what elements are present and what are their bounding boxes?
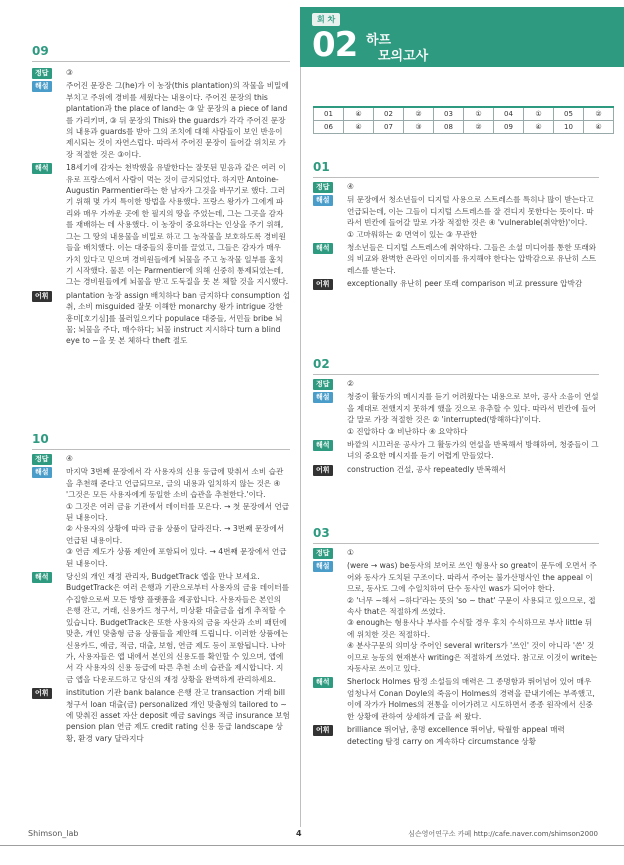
banner-title-1: 하프 xyxy=(366,33,392,48)
answer-label: 정답 xyxy=(32,454,52,465)
answer-cell: ④ xyxy=(344,107,374,120)
answer-value: ④ xyxy=(66,454,73,463)
translate-label: 해석 xyxy=(32,572,52,583)
explain-option-4: ④ 분사구문의 의미상 주어인 several writers가 '쓰인' 것이 아니라 '쓴' 것이므로 능동의 현재분사 writing은 적절하게 쓰였다. 참고로 이것이 write는 자동사로 쓰이고 있다. xyxy=(347,641,598,674)
answer-cell: 07 xyxy=(374,120,404,133)
vocab-row xyxy=(32,687,290,744)
answer-label: 정답 xyxy=(313,379,333,390)
translate-title: 당신의 개인 재정 관리자, BudgetTrack 앱을 만나 보세요. xyxy=(66,572,260,582)
vocab-text: construction 건설, 공사 repeatedly 반복해서 xyxy=(347,464,506,474)
answer-cell: ④ xyxy=(344,120,374,133)
question-rule xyxy=(32,61,290,62)
explain-text: 뒤 문장에서 청소년들이 디지털 사용으로 스트레스를 특히나 많이 받는다고 언급되는데, 이는 그들이 디지털 스트레스를 잘 견디지 못한다는 뜻이다. 따라서 빈칸에 들어갈 말로 가장 적절한 것은 ④ 'vulnerable(취약한)'이다. xyxy=(347,195,594,228)
explain-text: 마지막 3번째 문장에서 각 사용자의 신용 등급에 맞춰서 소비 습관을 추천해 준다고 언급되므로, 글의 내용과 일치하지 않는 것은 ④ '그것은 모든 사용자에게 동일한 소비 습관을 추천한다.'이다. xyxy=(66,467,284,500)
answer-cell: ② xyxy=(584,107,614,120)
translate-label: 해석 xyxy=(313,440,333,451)
question-number: 10 xyxy=(32,432,49,446)
answer-cell: 04 xyxy=(494,107,524,120)
question-number: 01 xyxy=(313,160,330,174)
explain-label: 해설 xyxy=(313,561,333,572)
answer-cell: 09 xyxy=(494,120,524,133)
explain-row xyxy=(313,194,599,240)
explain-label: 해설 xyxy=(313,392,333,403)
answer-row xyxy=(32,67,290,78)
answer-cell: ② xyxy=(404,107,434,120)
answer-cell: ③ xyxy=(404,120,434,133)
question-rule xyxy=(313,374,599,375)
explain-option-1: ① 그것은 여러 금융 기관에서 데이터를 모은다. → 첫 문장에서 언급된 내용이다. xyxy=(66,501,290,523)
answer-cell: 03 xyxy=(434,107,464,120)
answer-cell: 02 xyxy=(374,107,404,120)
answer-cell: ① xyxy=(464,107,494,120)
answer-table xyxy=(313,106,614,134)
explain-row xyxy=(32,466,290,569)
answer-value: ① xyxy=(347,548,354,557)
answer-value: ③ xyxy=(66,68,73,77)
answer-row-1 xyxy=(314,107,614,120)
answer-cell: ④ xyxy=(584,120,614,133)
question-rule xyxy=(32,449,290,450)
question-03 xyxy=(313,526,599,747)
explain-row xyxy=(313,391,599,437)
question-rule xyxy=(313,543,599,544)
vocab-row xyxy=(32,290,290,347)
footer-rule xyxy=(0,845,624,846)
answer-cell: 10 xyxy=(554,120,584,133)
explain-label: 해설 xyxy=(32,467,52,478)
answer-label: 정답 xyxy=(32,68,52,79)
answer-cell: 01 xyxy=(314,107,344,120)
answer-cell: 06 xyxy=(314,120,344,133)
answer-cell: ② xyxy=(464,120,494,133)
translate-row xyxy=(32,571,290,685)
translate-text: BudgetTrack은 여러 은행과 기관으로부터 사용자의 금융 데이터를 수집함으로써 모든 방향 플랫폼을 제공합니다. 사용자들은 본인의 은행 잔고, 거래, 신용카드 청구서, 미상환 대출금을 쉽게 추적할 수 있습니다. BudgetTrack은 또한 사용자의 금융 자산과 소비 패턴에 맞춘, 개인 맞춤형 금융 상품들을 제안해 드립니다. 이러한 상품에는 신용카드, 예금, 적금, 대출, 보험, 연금 제도 등이 포함됩니다. 나아가, 사용자들은 앱 내에서 본인의 신용도를 확인할 수 있으며, 앱에서 각 사용자의 신용 등급에 따른 추천 소비 습관을 제시합니다. 지금 앱을 다운로드하고 당신의 재정 상황을 완벽하게 관리하세요. xyxy=(66,583,290,684)
question-number: 09 xyxy=(32,44,49,58)
answer-row xyxy=(32,453,290,464)
answer-cell: ④ xyxy=(524,120,554,133)
question-10 xyxy=(32,432,290,744)
answer-cell: 05 xyxy=(554,107,584,120)
translate-label: 해석 xyxy=(32,163,52,174)
translate-row xyxy=(313,242,599,276)
answer-row xyxy=(313,378,599,389)
answer-cell: ① xyxy=(524,107,554,120)
question-rule xyxy=(313,177,599,178)
translate-label: 해석 xyxy=(313,677,333,688)
translate-text: Sherlock Holmes 탐정 소설들의 매력은 그 종명함과 뛰어넘어 있어 매우 엄청나서 Conan Doyle의 죽음이 Holmes의 경력을 끝내기에는 부족했고, 이에 작가가 Holmes의 전통을 이어가려고 시도하면서 종종 원작에서 신중한 상황에 관하여 상세하게 글을 써 왔다. xyxy=(347,677,595,721)
vocab-label: 어휘 xyxy=(32,688,52,699)
vocab-label: 어휘 xyxy=(313,725,333,736)
explain-option-3: ③ 연금 제도가 상품 제안에 포함되어 있다. → 4번째 문장에서 언급된 내용이다. xyxy=(66,547,287,568)
explain-option-2: ② '너무 ~해서 ~하다'라는 뜻의 'so ~ that' 구문이 사용되고 있으므로, 접속사 that은 적절하게 쓰였다. xyxy=(347,595,596,617)
translate-row xyxy=(32,162,290,287)
explain-text: 주어진 문장은 그(he)가 이 농장(this plantation)의 작물을 비밀에 부치고 주위에 경비를 세웠다는 내용이다. 주어진 문장의 this plantation과 the place of land는 ③ 앞 문장의 a piece of land를 가리키며, ③ 뒤 문장의 This와 the guards가 각각 주어진 문장의 내용과 guards를 받아 그의 조치에 대해 사람들이 보인 반응이 제시되는 것이 자연스럽다. 따라서 주어진 문장이 들어갈 위치로 가장 적절한 것은 ③이다. xyxy=(66,81,289,159)
question-02 xyxy=(313,357,599,475)
vocab-text: plantation 농장 assign 배치하다 ban 금지하다 consumption 섭취, 소비 misguided 잘못 이해한 monarchy 왕가 intrigue 강한 흥미[호기심]를 불러일으키다 populace 대중들, 서민들 bribe 뇌물; 뇌물을 주다, 매수하다; 뇌물 instruct 지시하다 turn a blind eye to ~을 못 본 체하다 theft 절도 xyxy=(66,290,290,346)
banner-title-2: 모의고사 xyxy=(378,49,429,64)
vocab-row xyxy=(313,464,599,475)
translate-text: 청소년들은 디지털 스트레스에 취약하다. 그들은 소셜 미디어를 통한 또래와의 비교와 완벽한 온라인 이미지를 유지해야 한다는 압박감으로 유난히 스트레스를 받는다. xyxy=(347,243,597,275)
question-number: 02 xyxy=(313,357,330,371)
answer-value: ④ xyxy=(347,182,354,191)
page-number: 4 xyxy=(296,829,302,838)
explain-option-2: ② 사용자의 상황에 따라 금융 상품이 달라진다. → 3번째 문장에서 언급된 내용이다. xyxy=(66,524,285,545)
vocab-label: 어휘 xyxy=(313,279,333,290)
footer-brand: Shimson_lab xyxy=(28,829,79,838)
translate-row xyxy=(313,439,599,462)
answer-row xyxy=(313,547,599,558)
answer-cell: 08 xyxy=(434,120,464,133)
answer-row-2 xyxy=(314,120,614,133)
explain-options: ① 고마워하는 ② 면역이 있는 ③ 무관한 xyxy=(347,229,478,239)
translate-text: 바깥의 시끄러운 공사가 그 활동가의 연설을 반복해서 방해하여, 청중들이 그녀의 중요한 메시지를 듣기 어렵게 만들었다. xyxy=(347,440,599,461)
vocab-text: institution 기관 bank balance 은행 잔고 transaction 거래 bill 청구서 loan 대출(금) personalized 개인 맞춤형의 tailored to ~에 맞춰진 asset 자산 deposit 예금 savings 적금 insurance 보험 pension plan 연금 제도 credit rating 신용 등급 landscape 상황, 환경 vary 달라지다 xyxy=(66,688,290,743)
question-number: 03 xyxy=(313,526,330,540)
explain-row xyxy=(32,80,290,160)
vocab-text: brilliance 뛰어남, 총명 excellence 뛰어남, 탁월함 appeal 매력 detecting 탐정 carry on 계속하다 circumstance 상황 xyxy=(347,725,565,746)
translate-label: 해석 xyxy=(313,243,333,254)
header-banner xyxy=(300,7,624,67)
explain-label: 해설 xyxy=(313,195,333,206)
answer-value: ② xyxy=(347,379,354,388)
translate-text: 18세기에 감자는 천박했을 유발한다는 잘못된 믿음과 같은 여러 이유로 프랑스에서 사람이 먹는 것이 금지되었다. 하지만 Antoine-Augustin Parmentier라는 한 남자가 그것을 바꾸기로 했다. 그러기 위해 몇 가지 특이한 방법을 사용했다. 프랑스 왕가가 그에게 파리와 매우 가까운 곳에 한 필지의 땅을 주었는데, 그는 그곳을 감자를 재배하는 데 사용했다. 이 농장이 중요하다는 인상을 주기 위해, 그는 그 땅의 내용물을 비밀로 하고 그 농작물을 보호하도록 경비원들을 배치했다. 이는 대중들의 흥미를 끌었고, 그들은 감자가 매우 가치 있다고 믿으며 경비원들에게 뇌물을 주고 농작물 일부를 훔치기 시작했다. 물론 이는 Parmentier에 의해 신중히 통제되었는데, 그는 경비원들에게 뇌물을 받고 도둑질을 못 본 체할 것을 지시했다. xyxy=(66,163,289,287)
explain-options: ① 진압하다 ③ 비난하다 ④ 요약하다 xyxy=(347,426,468,436)
explain-row xyxy=(313,560,599,674)
vocab-label: 어휘 xyxy=(32,291,52,302)
answer-label: 정답 xyxy=(313,548,333,559)
explain-option-3: ③ enough는 형용사나 부사를 수식할 경우 후치 수식하므로 부사 little 뒤에 위치한 것은 적절하다. xyxy=(347,618,593,639)
question-01 xyxy=(313,160,599,290)
explain-text: (were → was) be동사의 보어로 쓰인 형용사 so great이 문두에 오면서 주어와 동사가 도치된 구조이다. 따라서 주어는 불가산명사인 the appeal 이므로, 동사도 그에 수일치하여 단수 동사인 was가 되어야 한다. xyxy=(347,561,597,594)
explain-label: 해설 xyxy=(32,81,52,92)
answer-label: 정답 xyxy=(313,182,333,193)
answer-row xyxy=(313,181,599,192)
round-number: 02 xyxy=(312,25,358,65)
column-divider xyxy=(300,67,301,827)
translate-row xyxy=(313,676,599,722)
vocab-label: 어휘 xyxy=(313,465,333,476)
vocab-row xyxy=(313,724,599,747)
footer-link[interactable]: 심슨영어연구소 카페 http://cafe.naver.com/shimson2000 xyxy=(408,830,598,838)
vocab-text: exceptionally 유난히 peer 또래 comparison 비교 pressure 압박감 xyxy=(347,279,583,289)
vocab-row xyxy=(313,278,599,289)
round-tag: 회 차 xyxy=(312,13,340,26)
explain-text: 청중이 활동가의 메시지를 듣기 어려웠다는 내용으로 보아, 공사 소음이 연설을 제대로 전했지지 못하게 했을 것으로 유추할 수 있다. 따라서 빈칸에 들어갈 말로 가장 적절한 것은 ② 'interrupted(방해하다)'이다. xyxy=(347,392,599,425)
question-09 xyxy=(32,44,290,347)
